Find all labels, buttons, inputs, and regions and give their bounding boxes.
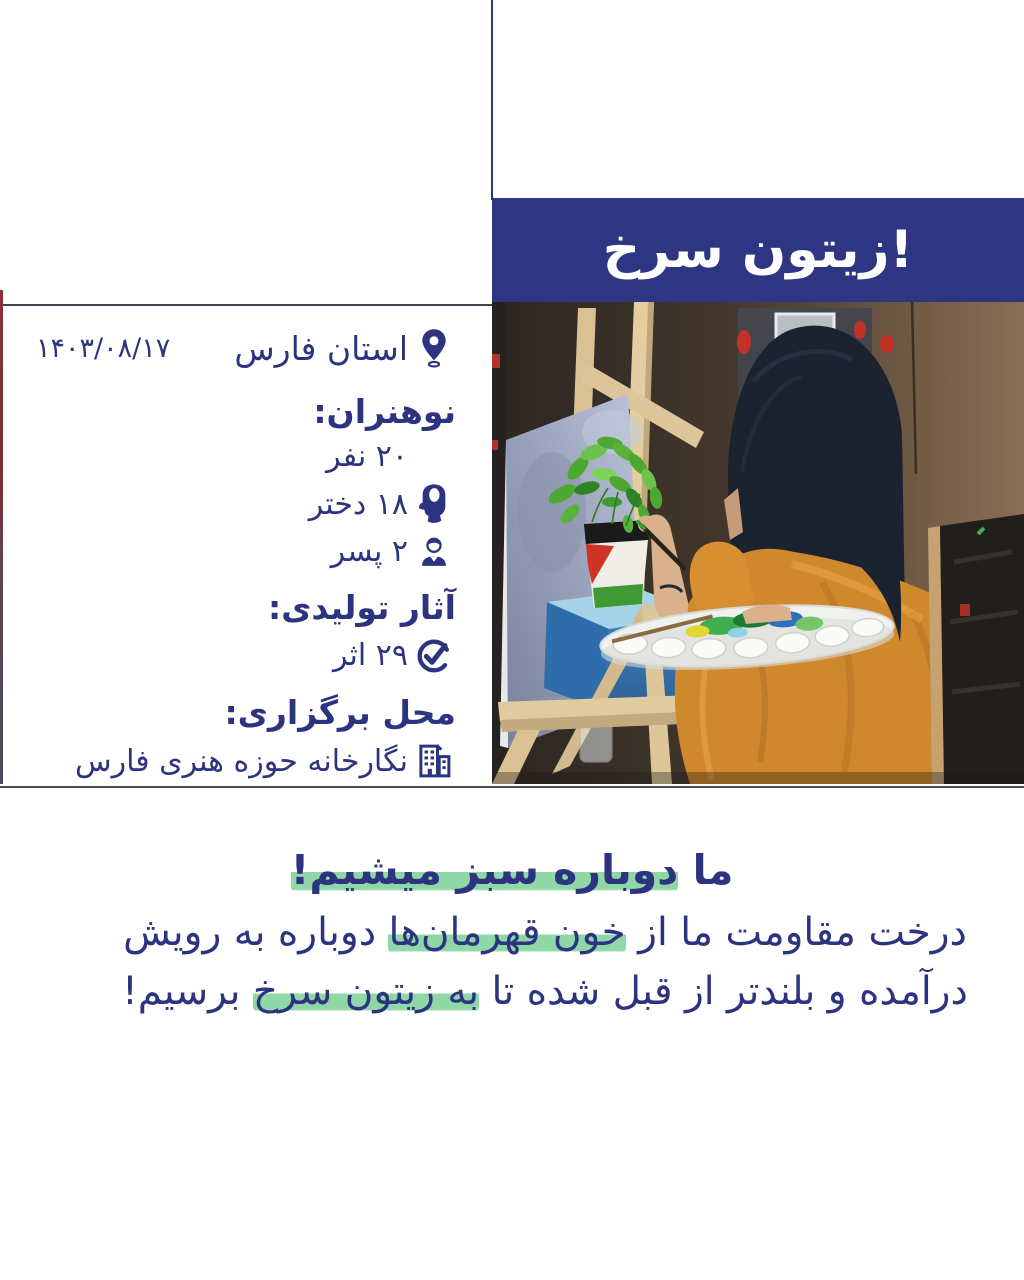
location-row — [10, 326, 460, 370]
plain-text: درخت مقاومت ما از — [625, 910, 967, 955]
event-date: ۱۴۰۳/۰۸/۱۷ — [36, 332, 171, 364]
venue-row — [10, 740, 460, 782]
plain-text: دوباره به رویش درآمده و بلندتر از قبل شده تا — [123, 910, 968, 1014]
highlighted-text: دوباره سبز میشیم! — [290, 846, 679, 894]
title-banner — [492, 198, 1024, 302]
info-panel — [0, 312, 470, 782]
building-icon — [408, 740, 460, 782]
province-label: استان فارس — [234, 328, 408, 368]
boy-icon — [408, 532, 460, 570]
venue-label: محل برگزاری: — [224, 693, 456, 732]
girls-count: ۱۸ دختر — [308, 486, 408, 522]
location-pin-icon — [408, 326, 460, 370]
photo-illustration — [492, 302, 1024, 784]
highlighted-text: به زیتون سرخ — [252, 968, 480, 1014]
info-panel-top-border — [0, 304, 492, 306]
boys-row — [10, 532, 460, 570]
artists-label: نوهنران: — [313, 392, 456, 431]
girls-row — [10, 482, 460, 526]
works-label: آثار تولیدی: — [267, 588, 456, 627]
top-vertical-divider — [491, 0, 493, 200]
works-row — [10, 635, 460, 675]
works-count: ۲۹ اثر — [332, 637, 408, 673]
check-circle-icon — [408, 635, 460, 675]
boys-count: ۲ پسر — [330, 533, 408, 569]
event-photo — [492, 302, 1024, 784]
poster-title: زیتون سرخ! — [602, 220, 914, 280]
artists-total: ۲۰ نفر — [326, 439, 408, 474]
plain-text: ما — [678, 846, 734, 894]
highlighted-text: خون قهرمان‌ها — [388, 910, 626, 955]
venue-value: نگارخانه حوزه هنری فارس — [74, 743, 408, 779]
girl-hijab-icon — [408, 482, 460, 526]
message-headline — [0, 846, 1024, 894]
message-section — [0, 846, 1024, 1021]
message-body — [110, 904, 980, 1021]
section-divider — [0, 786, 1024, 788]
plain-text: برسیم! — [122, 968, 253, 1014]
